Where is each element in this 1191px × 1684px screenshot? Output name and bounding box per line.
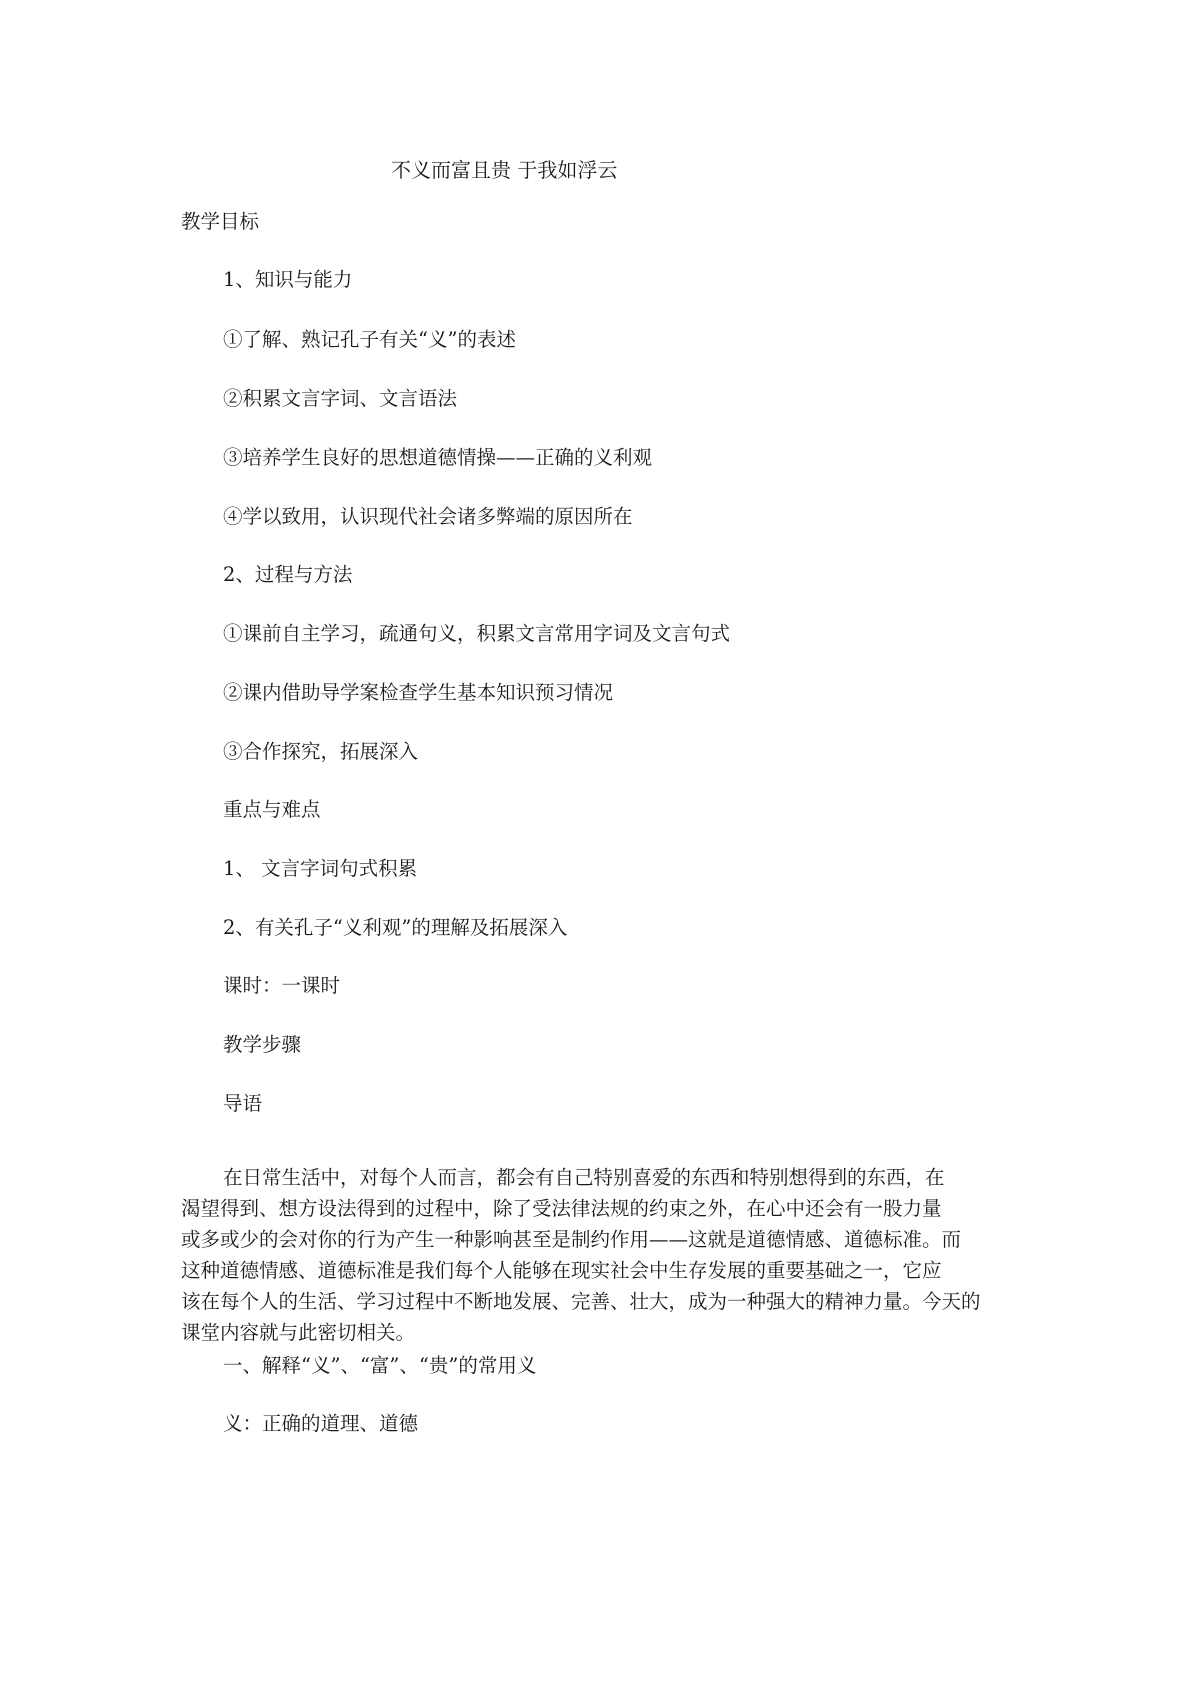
goal-item: ②积累文言字词、文言语法 xyxy=(223,387,458,410)
heading-teaching-steps: 教学步骤 xyxy=(223,1033,302,1056)
heading-key-points: 重点与难点 xyxy=(223,798,321,821)
paragraph-line: 渴望得到、想方设法得到的过程中，除了受法律法规的约束之外，在心中还会有一股力量 xyxy=(181,1197,942,1220)
paragraph-line: 课堂内容就与此密切相关。 xyxy=(181,1321,416,1344)
definition-line: 义：正确的道理、道德 xyxy=(223,1412,419,1435)
subheading-process-method: 2、过程与方法 xyxy=(223,563,353,586)
paragraph-line: 或多或少的会对你的行为产生一种影响甚至是制约作用——这就是道德情感、道德标准。而 xyxy=(181,1228,962,1251)
document-title: 不义而富且贵 于我如浮云 xyxy=(391,158,618,182)
introduction-paragraph xyxy=(181,1162,1017,1348)
goal-item: ①了解、熟记孔子有关“义”的表述 xyxy=(223,328,516,351)
key-point-item: 2、有关孔子“义利观”的理解及拓展深入 xyxy=(223,916,568,939)
heading-teaching-goals: 教学目标 xyxy=(181,210,260,233)
method-item: ①课前自主学习，疏通句义，积累文言常用字词及文言句式 xyxy=(223,622,731,645)
goal-item: ④学以致用，认识现代社会诸多弊端的原因所在 xyxy=(223,505,633,528)
paragraph-line: 这种道德情感、道德标准是我们每个人能够在现实社会中生存发展的重要基础之一，它应 xyxy=(181,1259,942,1282)
class-hours: 课时：一课时 xyxy=(223,974,341,997)
method-item: ②课内借助导学案检查学生基本知识预习情况 xyxy=(223,681,614,704)
key-point-item: 1、 文言字词句式积累 xyxy=(223,857,418,880)
method-item: ③合作探究，拓展深入 xyxy=(223,740,419,763)
paragraph-line: 该在每个人的生活、学习过程中不断地发展、完善、壮大，成为一种强大的精神力量。今天的 xyxy=(181,1290,981,1313)
goal-item: ③培养学生良好的思想道德情操——正确的义利观 xyxy=(223,446,653,469)
heading-introduction: 导语 xyxy=(223,1092,263,1115)
paragraph-line: 在日常生活中，对每个人而言，都会有自己特别喜爱的东西和特别想得到的东西，在 xyxy=(223,1166,945,1189)
subheading-knowledge-ability: 1、知识与能力 xyxy=(223,268,353,291)
section-heading: 一、解释“义”、“富”、“贵”的常用义 xyxy=(223,1354,537,1377)
